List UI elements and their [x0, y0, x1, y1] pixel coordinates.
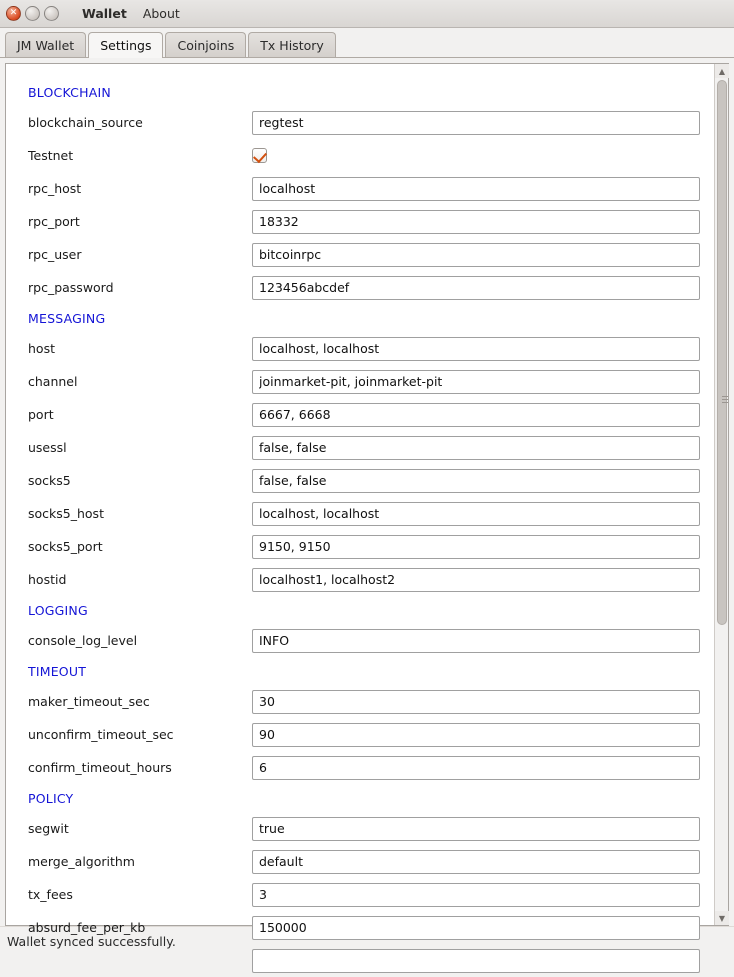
tab-settings[interactable]: Settings	[88, 32, 163, 58]
tab-bar	[0, 28, 734, 58]
label-blockchain_source: blockchain_source	[28, 115, 143, 130]
label-host: host	[28, 341, 55, 356]
settings-row-usessl	[6, 431, 714, 464]
label-testnet: Testnet	[28, 148, 74, 163]
input-confirm_timeout_hours[interactable]	[252, 756, 700, 780]
settings-row-maker_timeout_sec	[6, 685, 714, 718]
section-header-policy: POLICY	[28, 790, 74, 806]
label-confirm_timeout_hours: confirm_timeout_hours	[28, 760, 172, 775]
input-rpc_port[interactable]	[252, 210, 700, 234]
input-absurd_fee_per_kb[interactable]	[252, 916, 700, 940]
settings-row-blockchain_source	[6, 106, 714, 139]
input-rpc_password[interactable]	[252, 276, 700, 300]
settings-row-segwit	[6, 812, 714, 845]
input-usessl[interactable]	[252, 436, 700, 460]
settings-row-confirm_timeout_hours	[6, 751, 714, 784]
settings-row-host	[6, 332, 714, 365]
label-unconfirm_timeout_sec: unconfirm_timeout_sec	[28, 727, 174, 742]
input-hostid[interactable]	[252, 568, 700, 592]
title-bar	[0, 0, 734, 28]
label-rpc_password: rpc_password	[28, 280, 114, 295]
vertical-scrollbar[interactable]	[714, 64, 728, 925]
section-header-blockchain: BLOCKCHAIN	[28, 84, 111, 100]
label-rpc_host: rpc_host	[28, 181, 82, 196]
content-area	[0, 58, 734, 935]
label-console_log_level: console_log_level	[28, 633, 138, 648]
settings-row-rpc_user	[6, 238, 714, 271]
input-host[interactable]	[252, 337, 700, 361]
settings-row-socks5	[6, 464, 714, 497]
settings-row-channel	[6, 365, 714, 398]
label-socks5_port: socks5_port	[28, 539, 103, 554]
section-header-logging: LOGGING	[28, 602, 88, 618]
input-socks5_port[interactable]	[252, 535, 700, 559]
settings-row-socks5_port	[6, 530, 714, 563]
label-tx_fees: tx_fees	[28, 887, 73, 902]
settings-row-testnet	[6, 139, 714, 172]
status-text: Wallet synced successfully.	[7, 934, 176, 949]
settings-row-tx_fees	[6, 878, 714, 911]
input-maker_timeout_sec[interactable]	[252, 690, 700, 714]
label-merge_algorithm: merge_algorithm	[28, 854, 135, 869]
input-rpc_user[interactable]	[252, 243, 700, 267]
label-channel: channel	[28, 374, 78, 389]
input-port[interactable]	[252, 403, 700, 427]
close-window-button[interactable]: ✕	[6, 6, 21, 21]
settings-row-rpc_port	[6, 205, 714, 238]
input-rpc_host[interactable]	[252, 177, 700, 201]
input-tx_fees[interactable]	[252, 883, 700, 907]
tab-jm-wallet[interactable]: JM Wallet	[5, 32, 86, 57]
label-socks5_host: socks5_host	[28, 506, 104, 521]
scrollbar-grip-icon	[722, 396, 728, 403]
label-usessl: usessl	[28, 440, 67, 455]
minimize-window-button[interactable]	[25, 6, 40, 21]
settings-panel	[5, 63, 729, 935]
window-controls	[6, 6, 59, 21]
label-absurd_fee_per_kb: absurd_fee_per_kb	[28, 920, 146, 935]
settings-row-merge_algorithm	[6, 845, 714, 878]
label-segwit: segwit	[28, 821, 69, 836]
input-channel[interactable]	[252, 370, 700, 394]
maximize-window-button[interactable]	[44, 6, 59, 21]
scrollbar-thumb[interactable]	[717, 80, 727, 625]
menu-item-wallet[interactable]: Wallet	[82, 6, 127, 21]
settings-scroll-area	[6, 64, 714, 935]
settings-row-absurd_fee_per_kb	[6, 911, 714, 944]
label-maker_timeout_sec: maker_timeout_sec	[28, 694, 150, 709]
label-rpc_user: rpc_user	[28, 247, 82, 262]
scroll-up-icon[interactable]: ▲	[715, 64, 729, 78]
input-console_log_level[interactable]	[252, 629, 700, 653]
settings-row-rpc_host	[6, 172, 714, 205]
input-merge_algorithm[interactable]	[252, 850, 700, 874]
tab-tx-history[interactable]: Tx History	[248, 32, 335, 57]
label-port: port	[28, 407, 54, 422]
input-unconfirm_timeout_sec[interactable]	[252, 723, 700, 747]
settings-row-console_log_level	[6, 624, 714, 657]
tab-coinjoins[interactable]: Coinjoins	[165, 32, 246, 57]
scroll-down-icon[interactable]: ▼	[715, 911, 729, 925]
settings-row-socks5_host	[6, 497, 714, 530]
settings-rows	[6, 78, 714, 977]
settings-row-port	[6, 398, 714, 431]
menu-bar	[75, 3, 187, 24]
settings-row-rpc_password	[6, 271, 714, 304]
label-hostid: hostid	[28, 572, 67, 587]
input-blockchain_source[interactable]	[252, 111, 700, 135]
settings-row-hostid	[6, 563, 714, 596]
checkbox-testnet[interactable]	[252, 148, 267, 163]
label-socks5: socks5	[28, 473, 71, 488]
input-socks5_host[interactable]	[252, 502, 700, 526]
section-header-messaging: MESSAGING	[28, 310, 106, 326]
section-header-timeout: TIMEOUT	[28, 663, 87, 679]
input-socks5[interactable]	[252, 469, 700, 493]
input-field-4[interactable]	[252, 949, 700, 973]
settings-row-unconfirm_timeout_sec	[6, 718, 714, 751]
settings-row-field-4	[6, 944, 714, 977]
menu-item-about[interactable]: About	[142, 6, 180, 21]
label-rpc_port: rpc_port	[28, 214, 80, 229]
input-segwit[interactable]	[252, 817, 700, 841]
